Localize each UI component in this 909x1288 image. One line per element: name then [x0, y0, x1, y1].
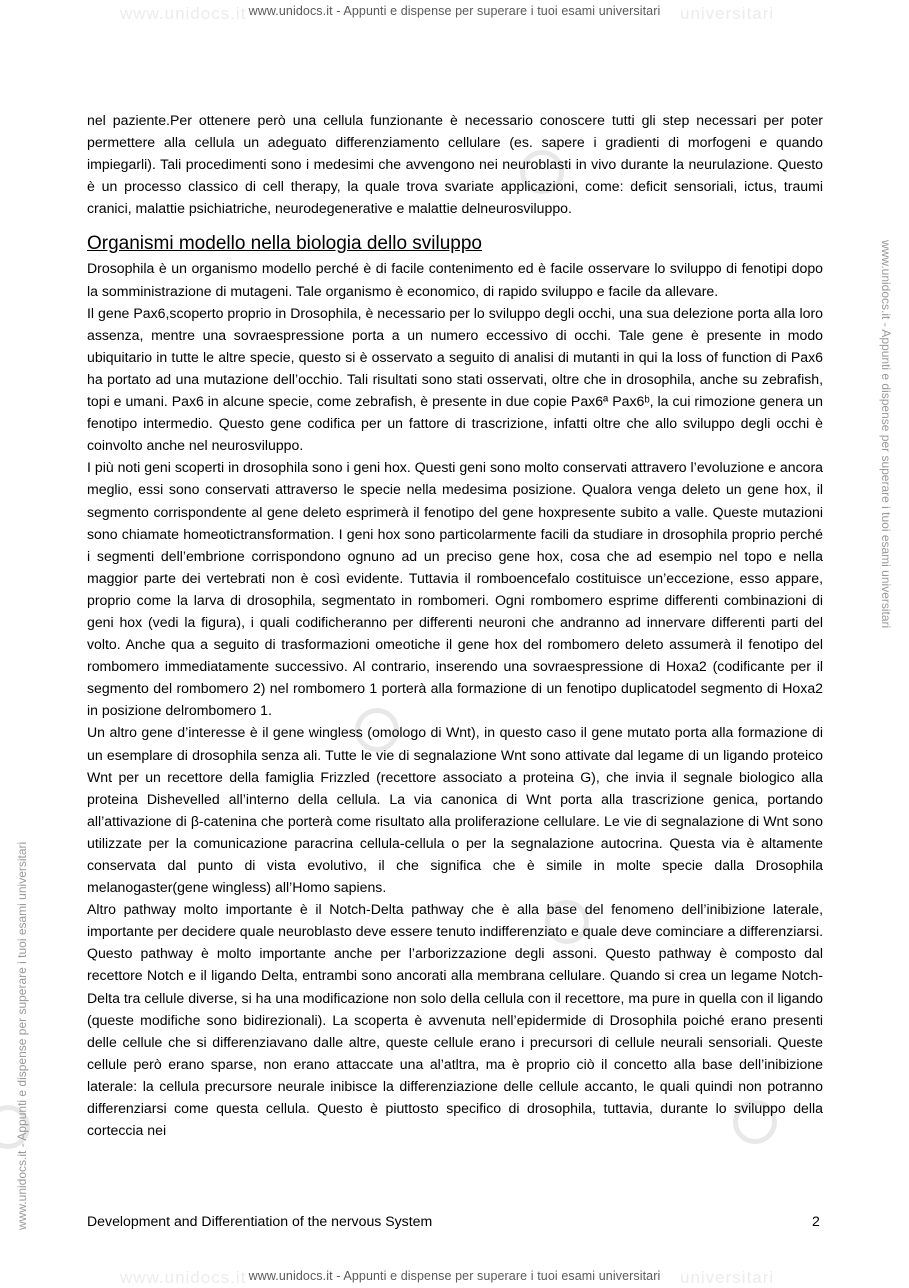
- watermark-ghost-text: universitari: [680, 1268, 775, 1287]
- watermark-footer: www.unidocs.it - Appunti e dispense per superare i tuoi esami universitari: [248, 1269, 661, 1283]
- document-body: [87, 109, 823, 1141]
- paragraph: nel paziente.Per ottenere però una cellula funzionante è necessario conoscere tutti gli step necessari per poter permettere alla cellula un adeguato differenziamento cellulare (es. sapere i gradienti di morfogeni e quando impiegarli). Tali procedimenti sono i medesimi che avvengono nei neuroblasti in vivo durante la neurulazione. Questo è un processo classico di cell therapy, la quale trova svariate applicazioni, come: deficit sensoriali, ictus, traumi cranici, malattie psichiatriche, neurodegenerative e malattie delneurosviluppo.: [87, 112, 823, 217]
- section-heading: Organismi modello nella biologia dello sviluppo: [87, 233, 483, 255]
- watermark-ghost-text: www.unidocs.it: [120, 4, 247, 23]
- paragraph: Un altro gene d’interesse è il gene wingless (omologo di Wnt), in questo caso il gene mutato porta alla formazione di un esemplare di drosophila senza ali. Tutte le vie di segnalazione Wnt sono attivate dal legame di un ligando proteico Wnt per un recettore della famiglia Frizzled (recettore associato a proteina G), che invia il segnale biologico alla proteina Dishevelled all’interno della cellula. La via canonica di Wnt porta alla trascrizione genica, portando all’attivazione di β-catenina che porterà come risultato alla proliferazione cellulare. Le vie di segnalazione di Wnt sono utilizzate per la comunicazione paracrina cellula-cellula o per la segnalazione autocrina. Questa via è altamente conservata dal punto di vista evolutivo, il che significa che è simile in molte specie dalla Drosophila melanogaster(gene wingless) all’Homo sapiens.: [87, 724, 823, 896]
- paragraph: Il gene Pax6,scoperto proprio in Drosophila, è necessario per lo sviluppo degli occhi, una sua delezione porta alla loro assenza, mentre una sovraespressione porta a un numero eccessivo di occhi. Tale gene è presente in modo ubiquitario in tutte le altre specie, questo si è osservato a seguito di analisi di mutanti in qui la loss of function di Pax6 ha portato ad una mutazione dell’occhio. Tali risultati sono stati osservati, oltre che in drosophila, anche su zebrafish, topi e umani. Pax6 in alcune specie, come zebrafish, è presente in due copie Pax6ª Pax6ᵇ, la cui rimozione genera un fenotipo intermedio. Questo gene codifica per un fattore di trascrizione, infatti oltre che allo sviluppo degli occhi è coinvolto anche nel neurosviluppo.: [87, 304, 823, 454]
- watermark-side-left: www.unidocs.it - Appunti e dispense per superare i tuoi esami universitari: [15, 841, 29, 1230]
- watermark-side-right: www.unidocs.it - Appunti e dispense per superare i tuoi esami universitari: [879, 240, 893, 629]
- watermark-ghost-text: www.unidocs.it: [120, 1268, 247, 1287]
- page-number: 2: [812, 1213, 820, 1229]
- paragraph: Altro pathway molto importante è il Notch-Delta pathway che è alla base del fenomeno dell’inibizione laterale, importante per decidere quale neuroblasto deve essere tenuto indifferenziato e quale deve cominciare a differenziarsi. Questo pathway è molto importante anche per l’arborizzazione degli assoni. Questo pathway è composto dal recettore Notch e il ligando Delta, entrambi sono ancorati alla membrana cellulare. Quando si crea un legame Notch-Delta tra cellule diverse, si ha una modificazione non solo della cellula con il recettore, ma pure in quella con il ligando (queste modifiche sono bidirezionali). La scoperta è avvenuta nell’epidermide di Drosophila poiché erano presenti delle cellule che si differenziavano dalle altre, queste cellule erano i precursori di cellule neurali sensoriali. Queste cellule però erano sparse, non erano attaccate una al’atltra, ma è proprio ciò il concetto alla base dell’inibizione laterale: la cellula precursore neurale inibisce la differenziazione delle cellule accanto, le quali quindi non potranno differenziarsi come questa cellula. Questo è piuttosto specifico di drosophila, tuttavia, durante lo sviluppo della corteccia nei: [87, 901, 823, 1139]
- footer-title: Development and Differentiation of the nervous System: [87, 1213, 433, 1229]
- paragraph: I più noti geni scoperti in drosophila sono i geni hox. Questi geni sono molto conservati attravero l’evoluzione e ancora meglio, essi sono conservati attraverso le specie nella medesima posizione. Qualora venga deleto un gene hox, il segmento corrispondente al gene deleto esprimerà il fenotipo del gene hoxpresente subito a valle. Queste mutazioni sono chiamate homeotictransformation. I geni hox sono particolarmente facili da studiare in drosophila proprio perché i segmenti dell’embrione corrispondono ognuno ad un preciso gene hox, cosa che ad esempio nel topo e nella maggior parte dei vertebrati non è così evidente. Tuttavia il romboencefalo costituisce un’eccezione, esso appare, proprio come la larva di drosophila, segmentato in rombomeri. Ogni rombomero esprime differenti combinazioni di geni hox (vedi la figura), i quali codificheranno per differenti neuroni che andranno ad innervare differenti parti del volto. Anche qua a seguito di trasformazioni omeotiche il gene hox del rombomero deleto assumerà il fenotipo del rombomero immediatamente successivo. Al contrario, inserendo una sovraespressione di Hoxa2 (codificante per il segmento del rombomero 2) nel rombomero 1 porterà alla formazione di un fenotipo duplicatodel segmento di Hoxa2 in posizione delrombomero 1.: [87, 459, 823, 719]
- watermark-ghost-text: universitari: [680, 4, 775, 23]
- watermark-header: www.unidocs.it - Appunti e dispense per superare i tuoi esami universitari: [248, 4, 661, 18]
- paragraph: Drosophila è un organismo modello perché è di facile contenimento ed è facile osservare lo sviluppo di fenotipi dopo la somministrazione di mutageni. Tale organismo è economico, di rapido sviluppo e facile da allevare.: [87, 260, 823, 299]
